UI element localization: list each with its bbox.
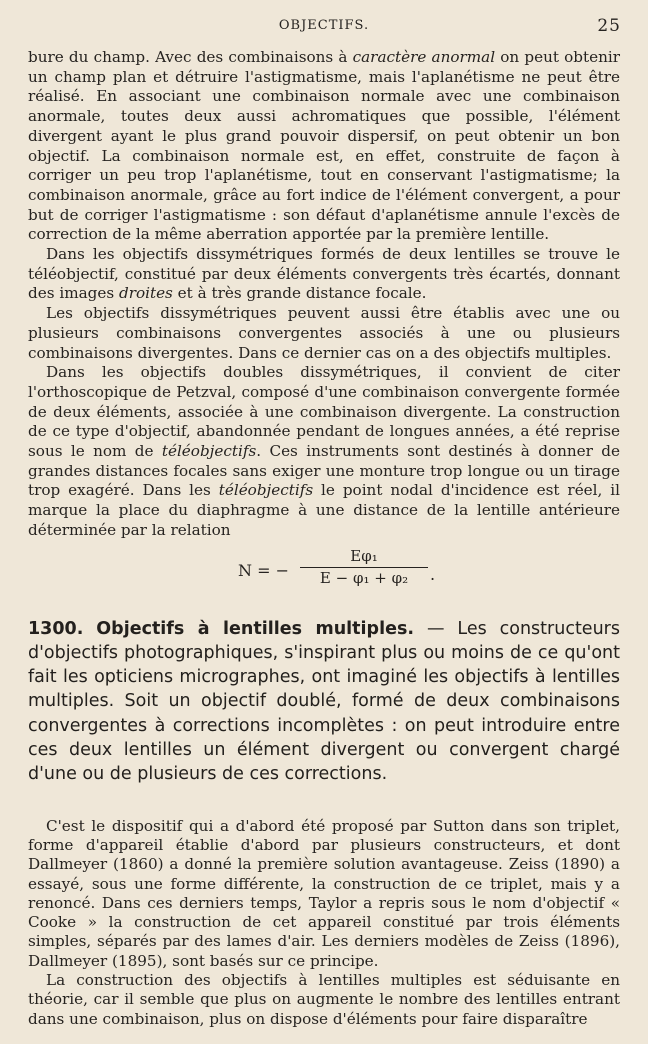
page-header bbox=[0, 18, 648, 40]
page-number: 25 bbox=[597, 16, 621, 36]
section-number: 1300. bbox=[28, 618, 84, 639]
formula-end: . bbox=[430, 564, 436, 584]
page-body bbox=[28, 48, 620, 1029]
formula-denominator: E − φ₁ + φ₂ bbox=[319, 569, 409, 588]
running-title: OBJECTIFS. bbox=[278, 18, 370, 33]
paragraph: Dans les objectifs doubles dissymétriques, il convient de citer l'orthoscopique de Petzval, composé d'une combinaison convergente formée de deux éléments, associée à une combinaison divergente. La construction de ce type d'objectif, abandonnée pendant de longues années, a été reprise sous le nom de téléobjectifs. Ces instruments sont destinés à donner de grandes distances focales sans exiger une monture trop longue ou un tirage trop exagéré. Dans les téléobjectifs le point nodal d'incidence est réel, il marque la place du diaphragme à une distance de la lentille antérieure déterminée par la relation bbox=[28, 363, 620, 539]
small-print bbox=[28, 817, 620, 1029]
section-title: Objectifs à lentilles multiples. bbox=[96, 618, 415, 639]
section-1300 bbox=[28, 617, 620, 787]
formula-lhs: N = − bbox=[238, 560, 289, 580]
small-paragraph: La construction des objectifs à lentilles multiples est séduisante en théorie, car il semble que plus on augmente le nombre des lentilles entrant dans une combinaison, plus on dispose d'éléments pour faire disparaître bbox=[28, 971, 620, 1028]
formula bbox=[28, 547, 620, 597]
paragraph: Les objectifs dissymétriques peuvent aussi être établis avec une ou plusieurs combinaisons convergentes associés à une ou plusieurs combinaisons divergentes. Dans ce dernier cas on a des objectifs multiples. bbox=[28, 304, 620, 362]
formula-numerator: Eφ₁ bbox=[300, 547, 428, 569]
formula-fraction bbox=[300, 547, 428, 589]
small-paragraph: C'est le dispositif qui a d'abord été proposé par Sutton dans son triplet, forme d'appareil établie d'abord par plusieurs constructeurs, et dont Dallmeyer (1860) a donné la première solution avantageuse. Zeiss (1890) a essayé, sous une forme différente, la construction de ce triplet, mais y a renoncé. Dans ces derniers temps, Taylor a repris sous le nom d'objectif « Cooke » la construction de cet appareil constitué par trois éléments simples, séparés par des lames d'air. Les derniers modèles de Zeiss (1896), Dallmeyer (1895), sont basés sur ce principe. bbox=[28, 816, 620, 970]
section-text: — Les constructeurs d'objectifs photographiques, s'inspirant plus ou moins de ce qu'ont fait les opticiens micrographes, ont imaginé les objectifs à lentilles multiples. Soit un objectif doublé, formé de deux combinaisons convergentes à corrections incomplètes : on peut introduire entre ces deux lentilles un élément divergent ou convergent chargé d'une ou de plusieurs de ces corrections. bbox=[28, 618, 620, 785]
paragraph: Dans les objectifs dissymétriques formés de deux lentilles se trouve le téléobjectif, constitué par deux éléments convergents très écartés, donnant des images droites et à très grande distance focale. bbox=[28, 245, 620, 303]
paragraph: bure du champ. Avec des combinaisons à caractère anormal on peut obtenir un champ plan et détruire l'astigmatisme, mais l'aplanétisme ne peut être réalisé. En associant une combinaison normale avec une combinaison anormale, toutes deux aussi achromatiques que possible, l'élément divergent ayant le plus grand pouvoir dispersif, on peut obtenir un bon objectif. La combinaison normale est, en effet, construite de façon à corriger un peu trop l'aplanétisme, tout en conservant l'astigmatisme; la combinaison anormale, grâce au fort indice de l'élément convergent, a pour but de corriger l'astigmatisme : son défaut d'aplanétisme annule l'excès de correction de la même aberration apportée par la première lentille. bbox=[28, 48, 620, 244]
